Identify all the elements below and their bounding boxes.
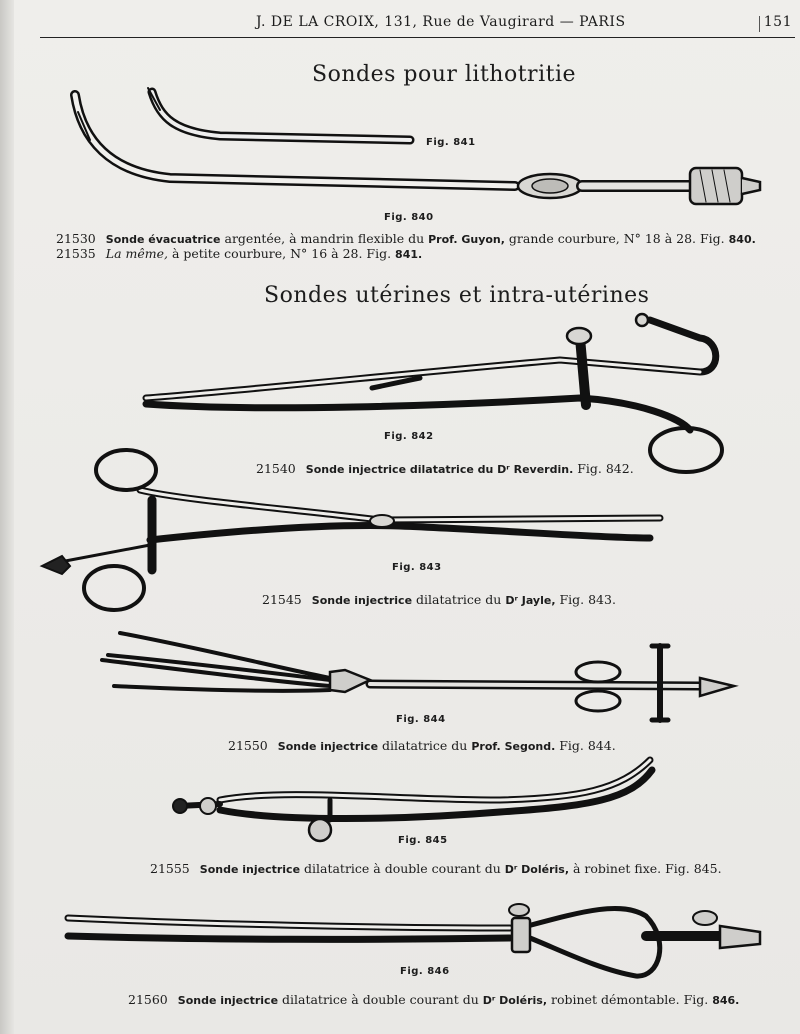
- dilator-fig-844: [102, 633, 734, 720]
- dilator-fig-842: [146, 314, 722, 472]
- fig-label-840: Fig. 840: [384, 212, 434, 223]
- catheter-fig-840: [75, 95, 760, 204]
- catalog-item: 21545 Sonde injectrice dilatatrice du Dʳ Jayle, Fig. 843.: [262, 592, 616, 607]
- dilator-fig-845: [173, 760, 652, 841]
- catalog-item: 21530 Sonde évacuatrice argentée, à mandrin flexible du Prof. Guyon, grande courbure, N° 18 à 28. Fig. 840.: [56, 231, 756, 246]
- catalog-item: 21560 Sonde injectrice dilatatrice à double courant du Dʳ Doléris, robinet démontable. Fig. 846.: [128, 992, 740, 1007]
- catalog-item: 21540 Sonde injectrice dilatatrice du Dʳ Reverdin. Fig. 842.: [256, 461, 634, 476]
- fig-label-846: Fig. 846: [400, 966, 450, 977]
- fig-label-843: Fig. 843: [392, 562, 442, 573]
- catheter-fig-841: [148, 88, 410, 140]
- header-title: J. DE LA CROIX, 131, Rue de Vaugirard — PARIS: [256, 14, 626, 30]
- fig-label-844: Fig. 844: [396, 714, 446, 725]
- fig-label-841: Fig. 841: [426, 137, 476, 148]
- fig-label-845: Fig. 845: [398, 835, 448, 846]
- section-title-uterines: Sondes utérines et intra-utérines: [264, 283, 650, 308]
- catalog-item: 21550 Sonde injectrice dilatatrice du Prof. Segond. Fig. 844.: [228, 738, 616, 753]
- catalog-item: 21555 Sonde injectrice dilatatrice à double courant du Dʳ Doléris, à robinet fixe. Fig. 845.: [150, 861, 722, 876]
- fig-label-842: Fig. 842: [384, 431, 434, 442]
- section-title-lithotritie: Sondes pour lithotritie: [312, 62, 576, 87]
- page-number: 151: [763, 14, 792, 30]
- catalog-item: 21535 La même, à petite courbure, N° 16 à 28. Fig. 841.: [56, 246, 423, 261]
